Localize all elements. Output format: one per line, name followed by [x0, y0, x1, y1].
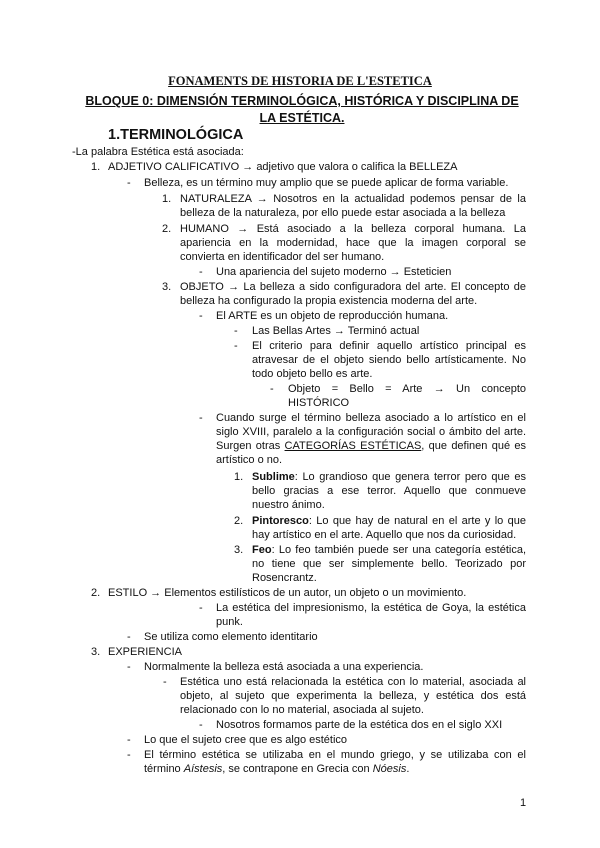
list-marker: 2. [162, 223, 172, 235]
intro-line: -La palabra Estética está asociada: [72, 146, 244, 158]
category-sublime: Sublime: Lo grandioso que genera terror pero que es bello gracias a ese terror. Aquello que conmueve nuestro ánimo. [252, 471, 526, 511]
list-marker: 1. [91, 161, 101, 173]
dash-marker: - [127, 661, 131, 673]
dash-marker: - [270, 383, 274, 395]
dash-marker: - [199, 602, 203, 614]
dash-marker: - [127, 177, 131, 189]
bullet-concepto-historico: Objeto = Bello = Arte → Un concepto HISTÓRICO [288, 383, 526, 409]
bullet-bellas-artes: Las Bellas Artes → Terminó actual [252, 325, 420, 337]
categorias-esteticas-link: CATEGORÍAS ESTÉTICAS [284, 440, 422, 452]
category-pintoresco: Pintoresco: Lo que hay de natural en el arte y lo que hay artístico en el arte. Aquello que nos da curiosidad. [252, 515, 526, 541]
dash-marker: - [234, 340, 238, 352]
bullet-categorias: Cuando surge el término belleza asociado a lo artístico en el siglo XVIII, paralelo a la configuración social o ámbito del arte. Surgen otras CATEGORÍAS ESTÉTICAS, que definen qué es artístico o no. [216, 412, 526, 466]
list-marker: 1. [234, 471, 244, 483]
category-feo: Feo: Lo feo también puede ser una categoría estética, no tiene que ser simplemente bello. Teorizado por Rosencrantz. [252, 544, 526, 584]
dash-marker: - [127, 734, 131, 746]
list-item-naturaleza: NATURALEZA → Nosotros en la actualidad podemos pensar de la belleza de la naturaleza, por ello puede estar asociada a la belleza [180, 193, 526, 219]
bullet-arte: El ARTE es un objeto de reproducción humana. [216, 310, 449, 322]
list-marker: 2. [91, 587, 101, 599]
bullet-criterio: El criterio para definir aquello artístico principal es atravesar de el objeto siendo bello artísticamente. No todo objeto bello es arte. [252, 340, 526, 380]
dash-marker: - [199, 310, 203, 322]
bullet-sujeto-estetico: Lo que el sujeto cree que es algo estético [144, 734, 348, 746]
list-marker: 1. [162, 193, 172, 205]
bullet-identitario: Se utiliza como elemento identitario [144, 631, 318, 643]
list-marker: 3. [162, 281, 172, 293]
dash-marker: - [199, 719, 203, 731]
bullet-siglo-xxi: Nosotros formamos parte de la estética dos en el siglo XXI [216, 719, 503, 731]
list-marker: 3. [234, 544, 244, 556]
dash-marker: - [234, 325, 238, 337]
list-marker: 3. [91, 646, 101, 658]
section-heading: 1.TERMINOLÓGICA [108, 127, 244, 143]
dash-marker: - [127, 749, 131, 761]
list-item-experiencia: EXPERIENCIA [108, 646, 182, 658]
bullet-belleza: Belleza, es un término muy amplio que se puede aplicar de forma variable. [144, 177, 509, 189]
bullet-experiencia: Normalmente la belleza está asociada a una experiencia. [144, 661, 424, 673]
dash-marker: - [199, 266, 203, 278]
list-marker: 2. [234, 515, 244, 527]
document-title: FONAMENTS DE HISTORIA DE L'ESTETICA [168, 74, 432, 88]
list-item-adjetivo: ADJETIVO CALIFICATIVO → adjetivo que valora o califica la BELLEZA [108, 161, 458, 173]
list-item-estilo: ESTILO → Elementos estilísticos de un autor, un objeto o un movimiento. [108, 587, 467, 599]
dash-marker: - [127, 631, 131, 643]
bullet-mundo-griego: El término estética se utilizaba en el mundo griego, y se utilizaba con el término Aístesis, se contrapone en Grecia con Nóesis. [144, 749, 526, 775]
list-item-objeto: OBJETO → La belleza a sido configuradora del arte. El concepto de belleza ha configurado la propia existencia moderna del arte. [180, 281, 526, 307]
dash-marker: - [163, 676, 167, 688]
block-title: BLOQUE 0: DIMENSIÓN TERMINOLÓGICA, HISTÓRICA Y DISCIPLINA DE LA ESTÉTICA. [85, 94, 519, 125]
dash-marker: - [199, 412, 203, 424]
bullet-estetica-uno-dos: Estética uno está relacionada la estética con lo material, asociada al objeto, al sujeto que experimenta la belleza, y estética dos está relacionado con lo no material, asociada al sujeto. [180, 676, 526, 716]
list-item-humano: HUMANO → Está asociado a la belleza corporal humana. La apariencia en la modernidad, hace que la imagen corporal se convierta en identificador del ser humano. [180, 223, 526, 263]
bullet-esteticien: Una apariencia del sujeto moderno → Esteticien [216, 266, 452, 278]
bullet-impresionismo: La estética del impresionismo, la estética de Goya, la estética punk. [216, 602, 526, 628]
page-number: 1 [520, 797, 527, 809]
